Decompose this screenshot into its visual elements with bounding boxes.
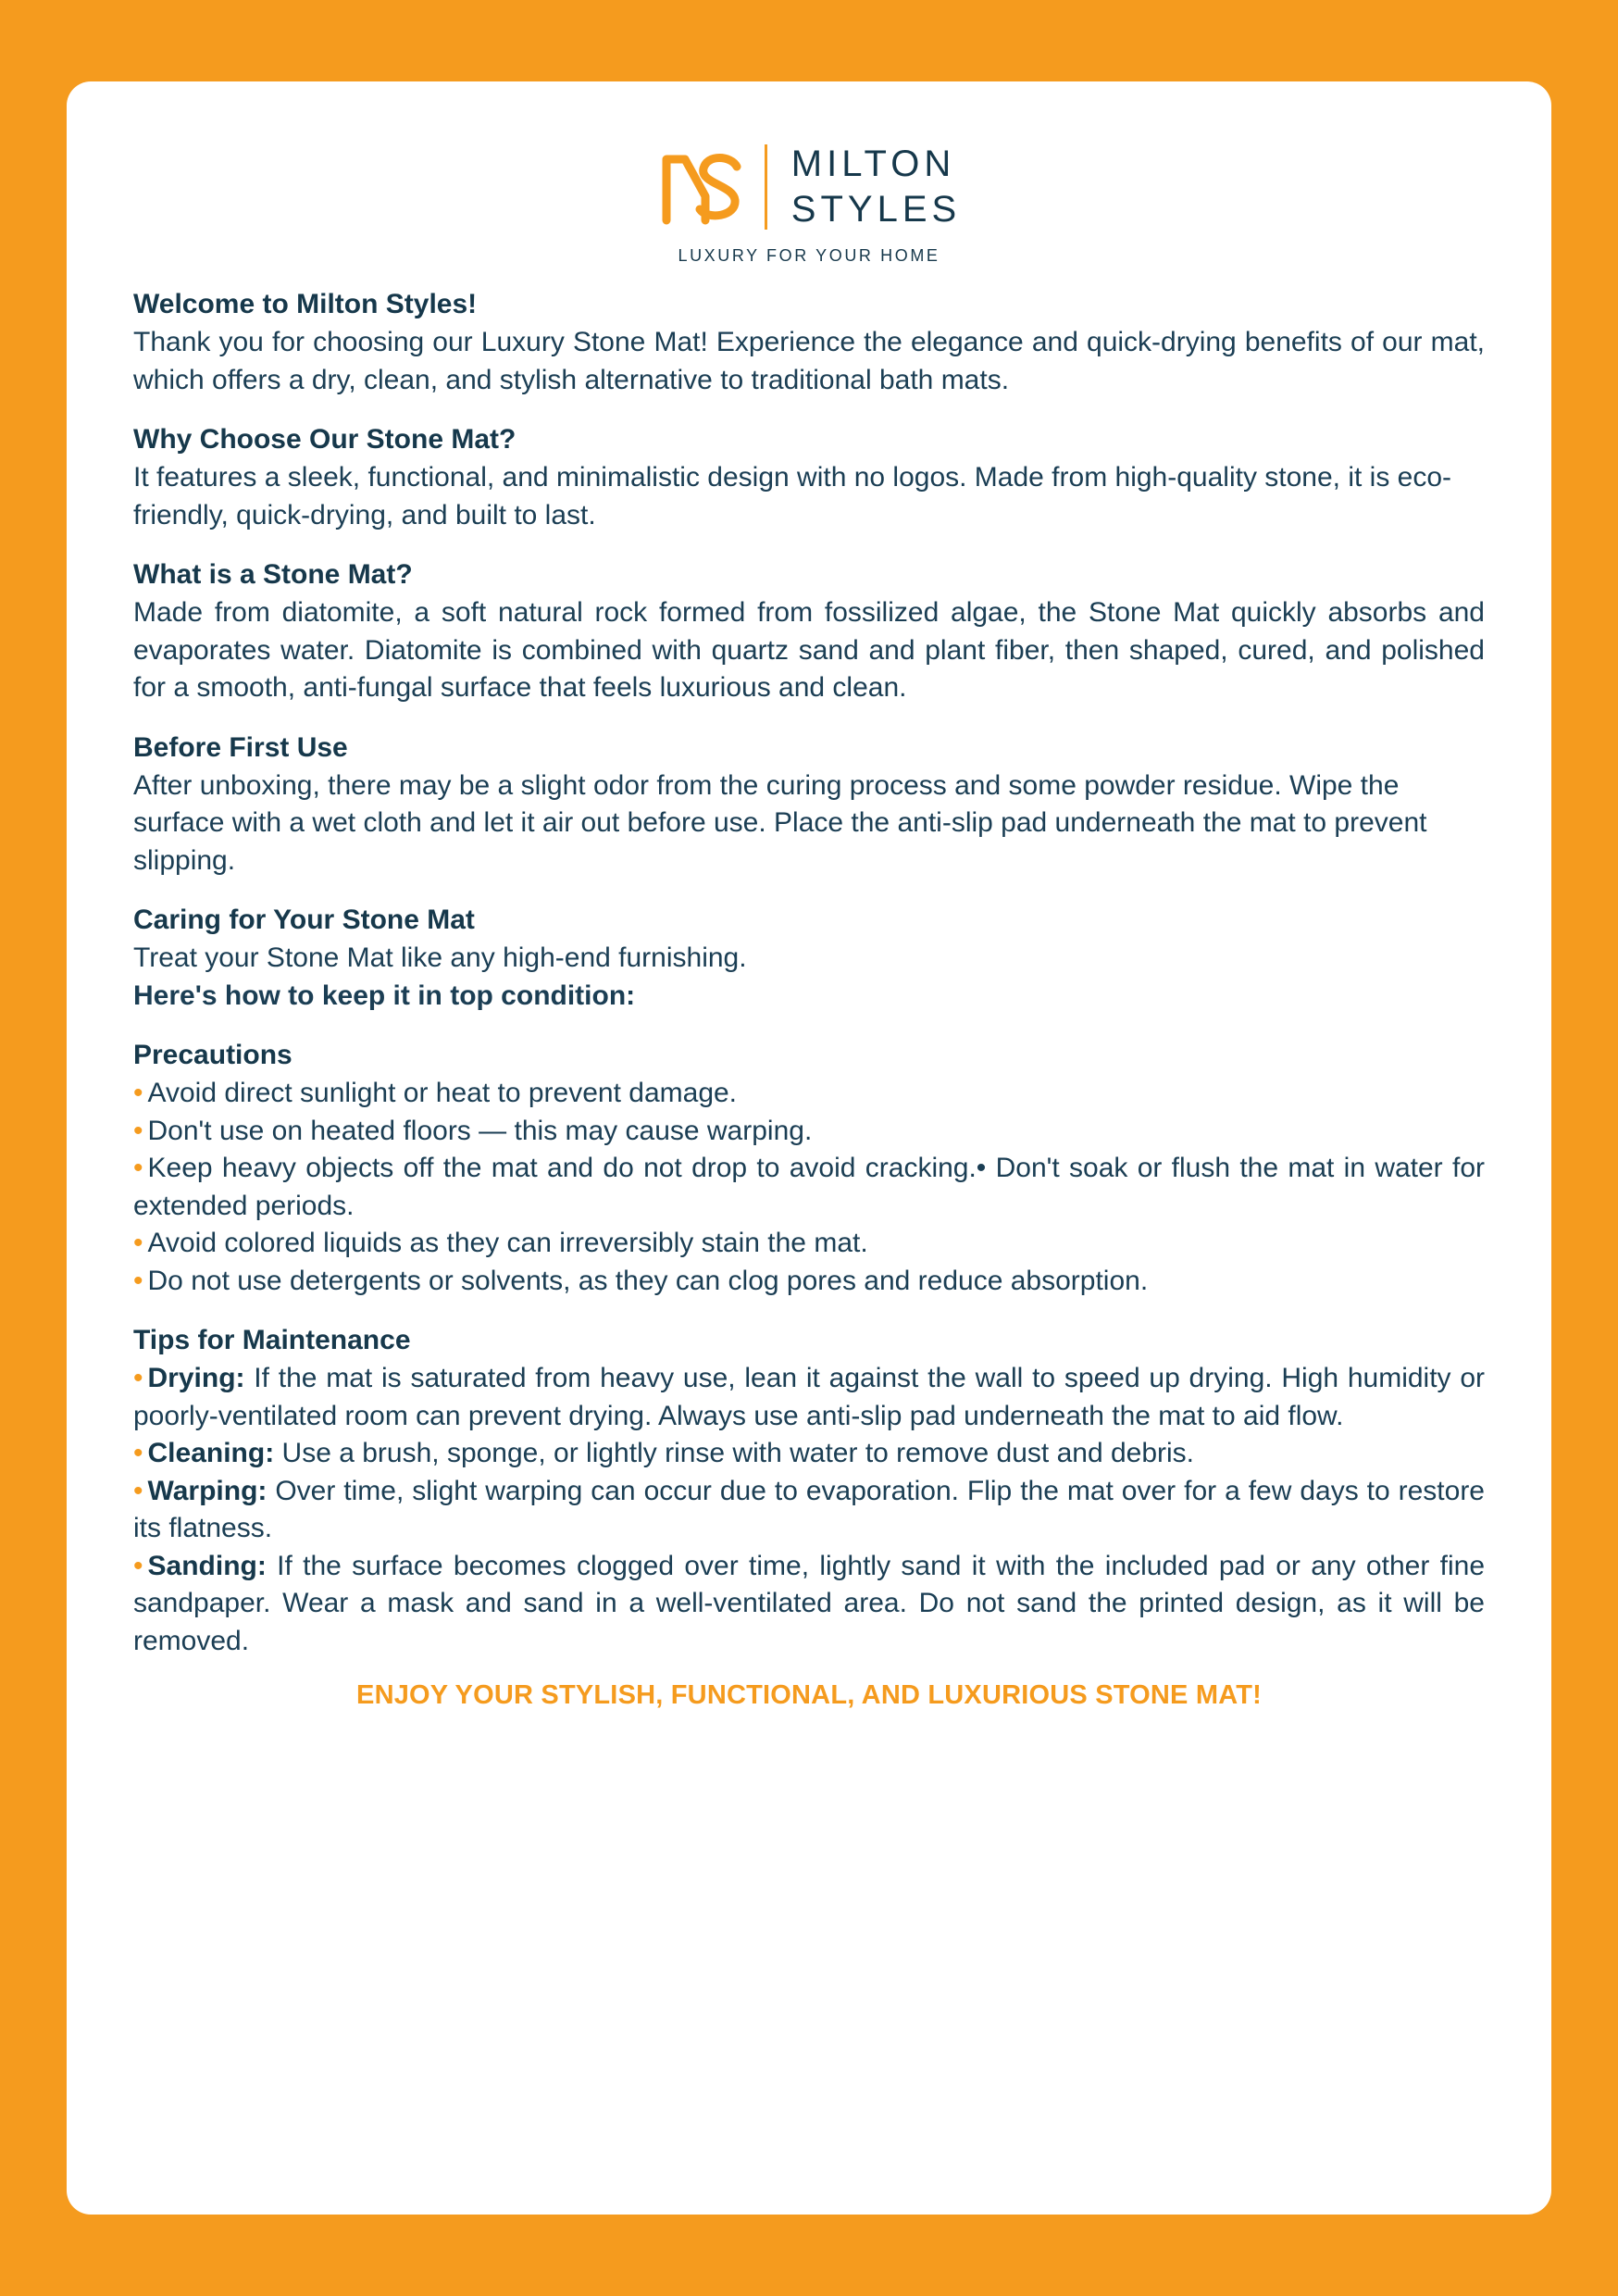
brand-name xyxy=(791,142,961,232)
bullet-icon: • xyxy=(133,1265,143,1296)
section-why-choose xyxy=(133,421,1485,534)
list-item-text: If the surface becomes clogged over time, lightly sand it with the included pad or any other fine sandpaper. Wear a mask and sand in a well-ventilated area. Do not sand the printed design, as it will be removed. xyxy=(133,1550,1485,1656)
section-what-is xyxy=(133,556,1485,707)
precautions-list xyxy=(133,1075,1485,1300)
list-item-text: Don't use on heated floors — this may cause warping. xyxy=(147,1115,813,1146)
logo-divider xyxy=(765,144,767,230)
list-item xyxy=(133,1473,1485,1548)
list-item-text: Avoid direct sunlight or heat to prevent damage. xyxy=(147,1078,738,1108)
section-title: Why Choose Our Stone Mat? xyxy=(133,424,517,455)
section-welcome xyxy=(133,286,1485,399)
bullet-icon: • xyxy=(133,1438,143,1468)
caring-line-2: Here's how to keep it in top condition: xyxy=(133,980,636,1011)
list-item-lead: Drying: xyxy=(147,1363,245,1393)
bullet-icon: • xyxy=(133,1550,143,1581)
list-item-text: Over time, slight warping can occur due to evaporation. Flip the mat over for a few days to restore its flatness. xyxy=(133,1475,1485,1543)
bullet-icon: • xyxy=(133,1078,143,1108)
section-precautions xyxy=(133,1037,1485,1300)
section-title: Caring for Your Stone Mat xyxy=(133,905,475,935)
list-item-text: If the mat is saturated from heavy use, lean it against the wall to speed up drying. High humidity or poorly-ventilated room can prevent drying. Always use anti-slip pad underneath the mat to aid flow. xyxy=(133,1363,1485,1431)
section-title: What is a Stone Mat? xyxy=(133,559,413,590)
list-item-text: Avoid colored liquids as they can irreversibly stain the mat. xyxy=(147,1228,868,1258)
list-item-text: Use a brush, sponge, or lightly rinse with water to remove dust and debris. xyxy=(274,1438,1195,1468)
section-title: Welcome to Milton Styles! xyxy=(133,289,478,319)
section-paragraph: It features a sleek, functional, and minimalistic design with no logos. Made from high-quality stone, it is eco-friendly, quick-drying, and built to last. xyxy=(133,462,1452,530)
brand-header xyxy=(133,119,1485,266)
list-item-lead: Cleaning: xyxy=(147,1438,275,1468)
list-item xyxy=(133,1225,1485,1263)
section-paragraph: Made from diatomite, a soft natural rock formed from fossilized algae, the Stone Mat quickly absorbs and evaporates water. Diatomite is combined with quartz sand and plant fiber, then shaped, cured, and polished for a smooth, anti-fungal surface that feels luxurious and clean. xyxy=(133,597,1485,703)
section-paragraph: Thank you for choosing our Luxury Stone Mat! Experience the elegance and quick-drying benefits of our mat, which offers a dry, clean, and stylish alternative to traditional bath mats. xyxy=(133,327,1485,395)
brand-name-line2: STYLES xyxy=(790,189,962,230)
list-item xyxy=(133,1150,1485,1225)
list-item xyxy=(133,1113,1485,1151)
section-before-first-use xyxy=(133,730,1485,880)
document-card xyxy=(67,81,1551,2215)
list-item-lead: Warping: xyxy=(147,1475,268,1506)
tips-list xyxy=(133,1360,1485,1660)
brand-tagline: LUXURY FOR YOUR HOME xyxy=(678,246,940,265)
list-item xyxy=(133,1263,1485,1301)
list-item-text: Keep heavy objects off the mat and do not drop to avoid cracking.• Don't soak or flush the mat in water for extended periods. xyxy=(133,1153,1485,1221)
document-body xyxy=(133,286,1485,1711)
bullet-icon: • xyxy=(133,1153,143,1183)
section-paragraph: After unboxing, there may be a slight odor from the curing process and some powder residue. Wipe the surface with a wet cloth and let it air out before use. Place the anti-slip pad underneath the mat to prevent slipping. xyxy=(133,769,1427,876)
milton-styles-monogram-icon xyxy=(657,139,753,235)
closing-statement: ENJOY YOUR STYLISH, FUNCTIONAL, AND LUXURIOUS STONE MAT! xyxy=(356,1680,1262,1710)
list-item xyxy=(133,1075,1485,1113)
bullet-icon: • xyxy=(133,1475,143,1506)
section-title: Tips for Maintenance xyxy=(133,1325,411,1355)
list-item xyxy=(133,1548,1485,1661)
list-item xyxy=(133,1360,1485,1435)
section-title: Precautions xyxy=(133,1040,292,1070)
section-caring xyxy=(133,902,1485,1015)
section-title: Before First Use xyxy=(133,731,348,763)
brand-name-line1: MILTON xyxy=(790,144,956,185)
caring-line-1: Treat your Stone Mat like any high-end furnishing. xyxy=(133,942,747,973)
list-item xyxy=(133,1435,1485,1473)
bullet-icon: • xyxy=(133,1228,143,1258)
bullet-icon: • xyxy=(133,1115,143,1146)
list-item-lead: Sanding: xyxy=(147,1550,267,1581)
list-item-text: Do not use detergents or solvents, as they can clog pores and reduce absorption. xyxy=(147,1265,1149,1296)
bullet-icon: • xyxy=(133,1363,143,1393)
section-tips xyxy=(133,1322,1485,1660)
